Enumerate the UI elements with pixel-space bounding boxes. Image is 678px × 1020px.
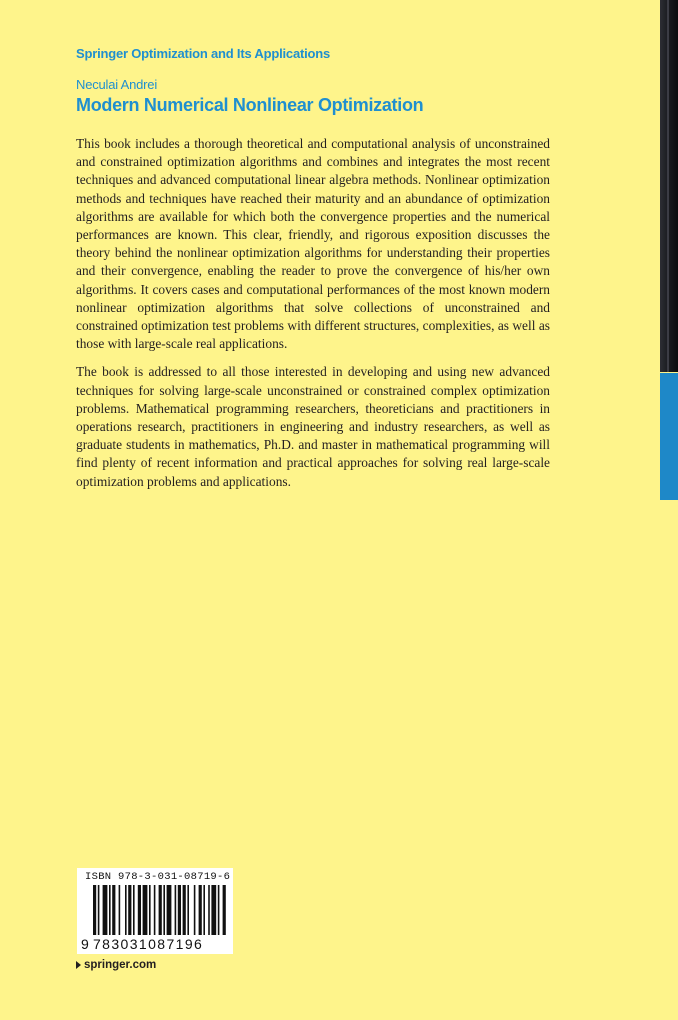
description-paragraph: This book includes a thorough theoretical and computational analysis of unconstrained and constrained optimization algorithms and combines and integrates the most recent techniques and advanced computational linear algebra methods. Nonlinear optimization methods and techniques have reached their maturity and an abundance of optimization algorithms are available for which both the convergence properties and the numerical performances are known. This clear, friendly, and rigorous exposition discusses the theory behind the nonlinear optimization algorithms for understanding their properties and their convergence, enabling the reader to prove the convergence of his/her own algorithms. It covers cases and computational performances of the most known modern nonlinear optimization algorithms that solve collections of unconstrained and constrained optimization test problems with different structures, complexities, as well as those with large-scale real applications. [76,136,550,352]
barcode-bar [98,885,100,935]
barcode-bar [133,885,135,935]
barcode-bar [218,885,220,935]
barcode-bar [183,885,186,935]
barcode-bar [93,885,96,935]
series-name: Springer Optimization and Its Applications [76,46,331,61]
barcode-bar [223,885,226,935]
author-name: Neculai Andrei [76,77,158,92]
barcode-bar [128,885,131,935]
website-link[interactable] [76,959,156,971]
barcode-bar [103,885,108,935]
barcode-bar [194,885,196,935]
spine-dark-band [660,0,678,372]
website-text: springer.com [84,959,157,971]
spine-stripe [667,0,669,372]
description-paragraph: The book is addressed to all those interested in developing and using new advanced techniques for solving large-scale unconstrained or constrained complex optimization problems. Mathematical programming researchers, theoreticians and practitioners in operations research, practitioners in engineering and industry researchers, as well as graduate students in mathematics, Ph.D. and master in mathematical programming will find plenty of recent information and practical approaches for solving real large-scale optimization problems and applications. [76,364,550,489]
barcode-first-digit: 9 [81,936,89,952]
barcode-bar [178,885,181,935]
barcode-bar [211,885,216,935]
barcode-digits: 783031087196 [93,936,204,952]
barcode-bar [154,885,156,935]
barcode-bar [109,885,111,935]
barcode-bar [167,885,172,935]
barcode-bar [125,885,127,935]
barcode-bar [199,885,202,935]
barcode-bar [112,885,115,935]
barcode-bar [138,885,141,935]
barcode-bar [187,885,189,935]
barcode-bar [175,885,177,935]
triangle-arrow-icon [76,961,81,969]
spine-blue-band [660,373,678,500]
book-title: Modern Numerical Nonlinear Optimization [76,95,424,115]
barcode-bar [163,885,165,935]
description [76,135,550,501]
isbn-text: ISBN 978-3-031-08719-6 [85,871,231,883]
barcode-bar [149,885,151,935]
barcode-bar [119,885,121,935]
barcode-bar [143,885,148,935]
barcode-bar [208,885,210,935]
barcode-label [77,868,233,954]
barcode-bar [159,885,162,935]
barcode-bar [203,885,205,935]
